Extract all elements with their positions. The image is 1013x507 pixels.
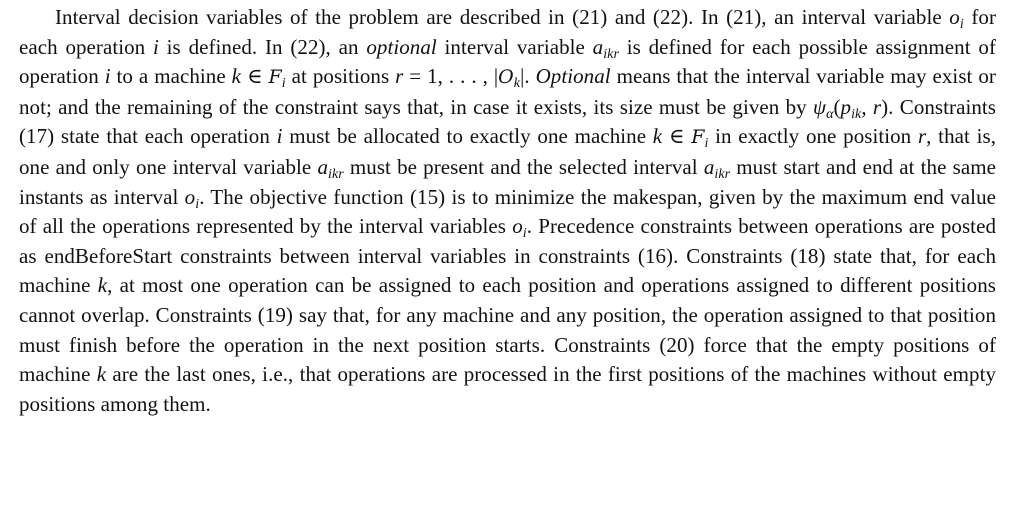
math-subscript: ikr xyxy=(328,166,344,182)
math-k: k xyxy=(231,64,242,89)
math-subscript: i xyxy=(704,136,709,152)
text-run: in exactly one position xyxy=(708,124,918,149)
math-base: F xyxy=(268,66,282,89)
math-base: p xyxy=(840,94,852,119)
math-k: k xyxy=(96,362,107,387)
text-run: |. xyxy=(520,64,536,89)
emphasis-optional: Optional xyxy=(535,64,611,89)
text-run: . Precedence constraints between operations are posted as endBeforeStart constraints between interval variables in constraints (16). Constraints (18) state that, for each machine xyxy=(19,214,996,298)
text-run: at positions xyxy=(285,64,396,89)
math-psi-alpha xyxy=(812,94,834,122)
math-o-i xyxy=(512,214,527,242)
math-o-i xyxy=(184,184,200,212)
math-subscript: i xyxy=(522,226,527,242)
math-a-ikr xyxy=(703,154,731,182)
math-i: i xyxy=(153,34,159,59)
math-base: ψ xyxy=(812,94,827,119)
math-comma: , xyxy=(861,94,873,119)
body-paragraph xyxy=(19,3,996,419)
math-subscript: k xyxy=(513,76,521,92)
text-run: , that is, one and only one interval variable xyxy=(19,124,996,179)
math-subscript: ikr xyxy=(603,46,619,62)
text-run: for each operation xyxy=(19,5,997,59)
math-r: r xyxy=(395,64,404,89)
math-k: k xyxy=(97,273,108,298)
text-run: . The objective function (15) is to minimize the makespan, given by the maximum end value of all the operations represented by the interval variables xyxy=(19,184,996,239)
math-element-of: ∈ xyxy=(662,124,692,149)
math-O-k xyxy=(498,64,521,92)
text-run: interval variable xyxy=(436,34,593,59)
math-base: F xyxy=(691,126,705,149)
math-F-i xyxy=(268,64,286,92)
math-subscript: α xyxy=(826,106,834,122)
math-subscript: i xyxy=(281,76,286,92)
text-run: must be present and the selected interval xyxy=(343,154,704,179)
math-F-i xyxy=(691,124,709,152)
math-subscript: i xyxy=(195,196,200,212)
text-run: is defined for each possible assignment of operation xyxy=(19,34,996,89)
text-run: means that the interval variable may exist or not; and the remaining of the constraint says that, in case it exists, its size must be given by xyxy=(19,64,996,119)
text-run: must start and end at the same instants as interval xyxy=(19,154,996,209)
math-base: a xyxy=(317,154,329,179)
text-run: to a machine xyxy=(110,64,232,89)
math-base: o xyxy=(184,184,196,209)
math-p-ik xyxy=(840,94,862,122)
math-a-ikr xyxy=(317,154,344,182)
math-element-of: ∈ xyxy=(241,64,269,89)
math-o-i xyxy=(949,5,964,32)
math-a-ikr xyxy=(592,34,619,62)
math-r: r xyxy=(872,94,882,119)
math-r: r xyxy=(917,124,927,149)
math-subscript: ik xyxy=(851,106,862,122)
math-base: o xyxy=(949,5,960,29)
text-run: , at most one operation can be assigned to each position and operations assigned to different positions cannot overlap. Constraints (19) say that, for any machine and any position, the operation assigned to that position must finish before the operation in the next position starts. Constraints (20) force that the empty positions of machine xyxy=(19,273,996,387)
math-range: = 1, . . . , | xyxy=(403,64,499,89)
math-k: k xyxy=(652,124,663,149)
math-subscript: i xyxy=(959,17,964,32)
text-run: are the last ones, i.e., that operations are processed in the first positions of the machines without empty positions among them. xyxy=(19,362,996,416)
math-base: a xyxy=(592,34,604,59)
text-run: must be allocated to exactly one machine xyxy=(282,124,653,149)
math-paren: ( xyxy=(833,94,841,119)
math-base: a xyxy=(703,154,715,179)
math-i: i xyxy=(276,124,283,149)
emphasis-optional: optional xyxy=(366,34,437,59)
text-run: is defined. In (22), an xyxy=(158,34,367,59)
math-base: O xyxy=(498,66,514,89)
math-subscript: ikr xyxy=(714,166,731,182)
math-base: o xyxy=(512,214,523,239)
text-run: ). Constraints (17) state that each operation xyxy=(19,94,996,149)
text-run: Interval decision variables of the problem are described in (21) and (22). In (21), an interval variable xyxy=(55,5,950,29)
math-i: i xyxy=(104,64,111,89)
